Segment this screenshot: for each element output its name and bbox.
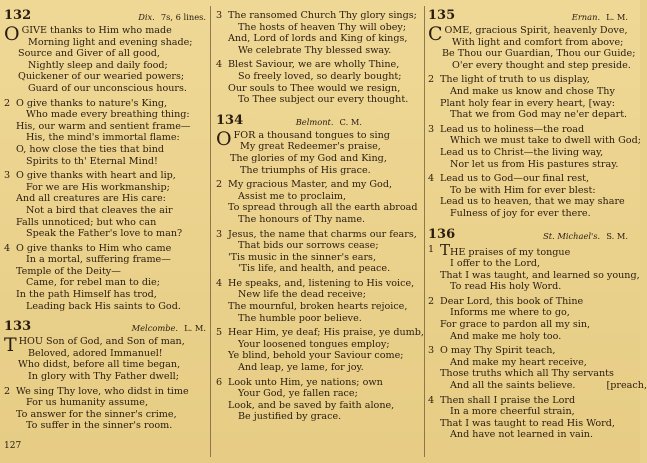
verse-number: 3 (428, 123, 435, 135)
verse-number: 4 (216, 277, 223, 289)
verse-3: 3 O may Thy Spirit teach, And make my heart receive, Those truths which all Thy servants And all the saints believe. [preach, (428, 345, 647, 392)
verse-3: 3 Jesus, the name that charms our fears, That bids our sorrows cease; 'Tis music in the sinner's ears, 'Tis life, and health, and peace. (216, 228, 417, 275)
hymn-136-header (428, 226, 636, 243)
hymn-133-header (4, 321, 208, 335)
verse-1: C OME, gracious Spirit, heavenly Dove, With light and comfort from above; Be Thou our Guardian, Thou our Guide; O'er every thought and step preside. (428, 23, 636, 71)
hymn-number: 132 (4, 8, 32, 23)
verse-number: 2 (216, 179, 223, 191)
verse-2: 2 Dear Lord, this book of Thine Informs me where to go, For grace to pardon all my sin, And make me holy too. (428, 295, 591, 342)
drop-cap: T (440, 240, 451, 259)
tune-name: Melcombe. L. M. (131, 323, 206, 334)
hymn-number: 134 (216, 112, 244, 128)
hymn-135-header (428, 10, 636, 24)
verse-number: 3 (4, 170, 11, 182)
hymn-134-header (216, 112, 422, 129)
hymn-number: 133 (4, 319, 32, 335)
tune-name: St. Michael's. S. M. (543, 230, 628, 241)
hymn-number: 136 (428, 226, 456, 242)
tune-name: Ernan. L. M. (571, 12, 628, 22)
verse-1: O GIVE thanks to Him who made Morning light and evening shade; Source and Giver of all good, Nightly sleep and daily food; Quickener of our wearied powers; Guard of our unconscious hours. (4, 23, 193, 94)
verse-number: 4 (428, 173, 435, 185)
verse-4: 4 Then shall I praise the Lord In a more cheerful strain, That I was taught to read His Word, And have not learned in vain. (428, 394, 615, 441)
verse-number: 3 (428, 345, 435, 357)
verse-number: 2 (428, 295, 435, 307)
tune-name: Belmont. C. M. (295, 116, 362, 127)
verse-3: 3 O give thanks with heart and lip, For we are His workmanship; And all creatures are His care: Not a bird that cleaves the air Falls unnoticed; but who can Speak the Father's love to man? (4, 170, 183, 240)
column-3 (428, 8, 647, 444)
column-divider (424, 6, 425, 457)
tune-name: Dix. 7s, 6 lines. (138, 12, 206, 22)
verse-3: 3 Lead us to holiness—the road Which we must take to dwell with God; Lead us to Christ—the living way, Nor let us from His pastures stray. (428, 123, 641, 170)
verse-6: 6 Look unto Him, ye nations; own Your God, ye fallen race; Look, and be saved by faith alone, Be justified by grace. (216, 376, 395, 423)
page-number: 127 (4, 441, 22, 451)
column-2 (216, 10, 422, 426)
verse-number: 5 (216, 327, 223, 339)
verse-1: O FOR a thousand tongues to sing My great Redeemer's praise, The glories of my God and King, The triumphs of His grace. (216, 127, 390, 176)
hymn-132-header (4, 10, 208, 24)
verse-number: 2 (4, 385, 11, 397)
verse-number: 2 (4, 97, 11, 109)
verse-number: 1 (428, 243, 435, 255)
verse-1: 1 THE praises of my tongue I offer to the Lord, That I was taught, and learned so young, To read His holy Word. (428, 240, 640, 293)
drop-cap: T (4, 334, 17, 357)
column-1 (4, 10, 208, 435)
verse-2: 2 My gracious Master, and my God, Assist me to proclaim, To spread through all the earth abroad The honours of Thy name. (216, 179, 418, 225)
verse-2: 2 The light of truth to us display, And make us know and chose Thy Plant holy fear in every heart, [way: That we from God may ne'er depart. (428, 74, 628, 121)
drop-cap: O (4, 23, 20, 45)
verse-4: 4 Blest Saviour, we are wholly Thine, So freely loved, so dearly bought; Our souls to Thee would we resign, To Thee subject our every thought. (216, 59, 409, 106)
verse-number: 2 (428, 74, 435, 86)
hymn-number: 135 (428, 8, 456, 23)
verse-4: 4 He speaks, and, listening to His voice, New life the dead receive; The mournful, broken hearts rejoice, The humble poor believe. (216, 277, 415, 324)
verse-4: 4 Lead us to God—our final rest, To be with Him for ever blest: Lead us to heaven, that we may share Fulness of joy for ever there. (428, 173, 625, 219)
verse-number: 4 (216, 59, 223, 71)
drop-cap: O (216, 127, 232, 150)
verse-number: 4 (428, 394, 435, 406)
verse-1: T HOU Son of God, and Son of man, Beloved, adored Immanuel! Who didst, before all time began, In glory with Thy Father dwell; (4, 334, 185, 383)
column-divider (210, 6, 211, 457)
verse-number: 6 (216, 376, 223, 388)
verse-4: 4 O give thanks to Him who came In a mortal, suffering frame— Temple of the Deity— Came, for rebel man to die; In the path Himself has trod, Leading back His saints to God. (4, 242, 181, 312)
verse-2: 2 We sing Thy love, who didst in time For us humanity assume, To answer for the sinner's crime, To suffer in the sinner's room. (4, 385, 189, 432)
verse-5: 5 Hear Him, ye deaf; His praise, ye dumb, Your loosened tongues employ; Ye blind, behold your Saviour come; And leap, ye lame, for joy. (216, 327, 424, 374)
verse-number: 4 (4, 242, 11, 254)
verse-3: 3 The ransomed Church Thy glory sings; The hosts of heaven Thy will obey; And, Lord of lords and King of kings, We celebrate Thy blessed sway. (216, 10, 417, 56)
drop-cap: C (428, 23, 443, 45)
verse-2: 2 O give thanks to nature's King, Who made every breathing thing: His, our warm and sentient frame— His, the mind's immortal flame: O, how close the ties that bind Spirits to th' Eternal Mind! (4, 97, 191, 167)
verse-number: 3 (216, 10, 223, 21)
verse-number: 3 (216, 228, 223, 240)
